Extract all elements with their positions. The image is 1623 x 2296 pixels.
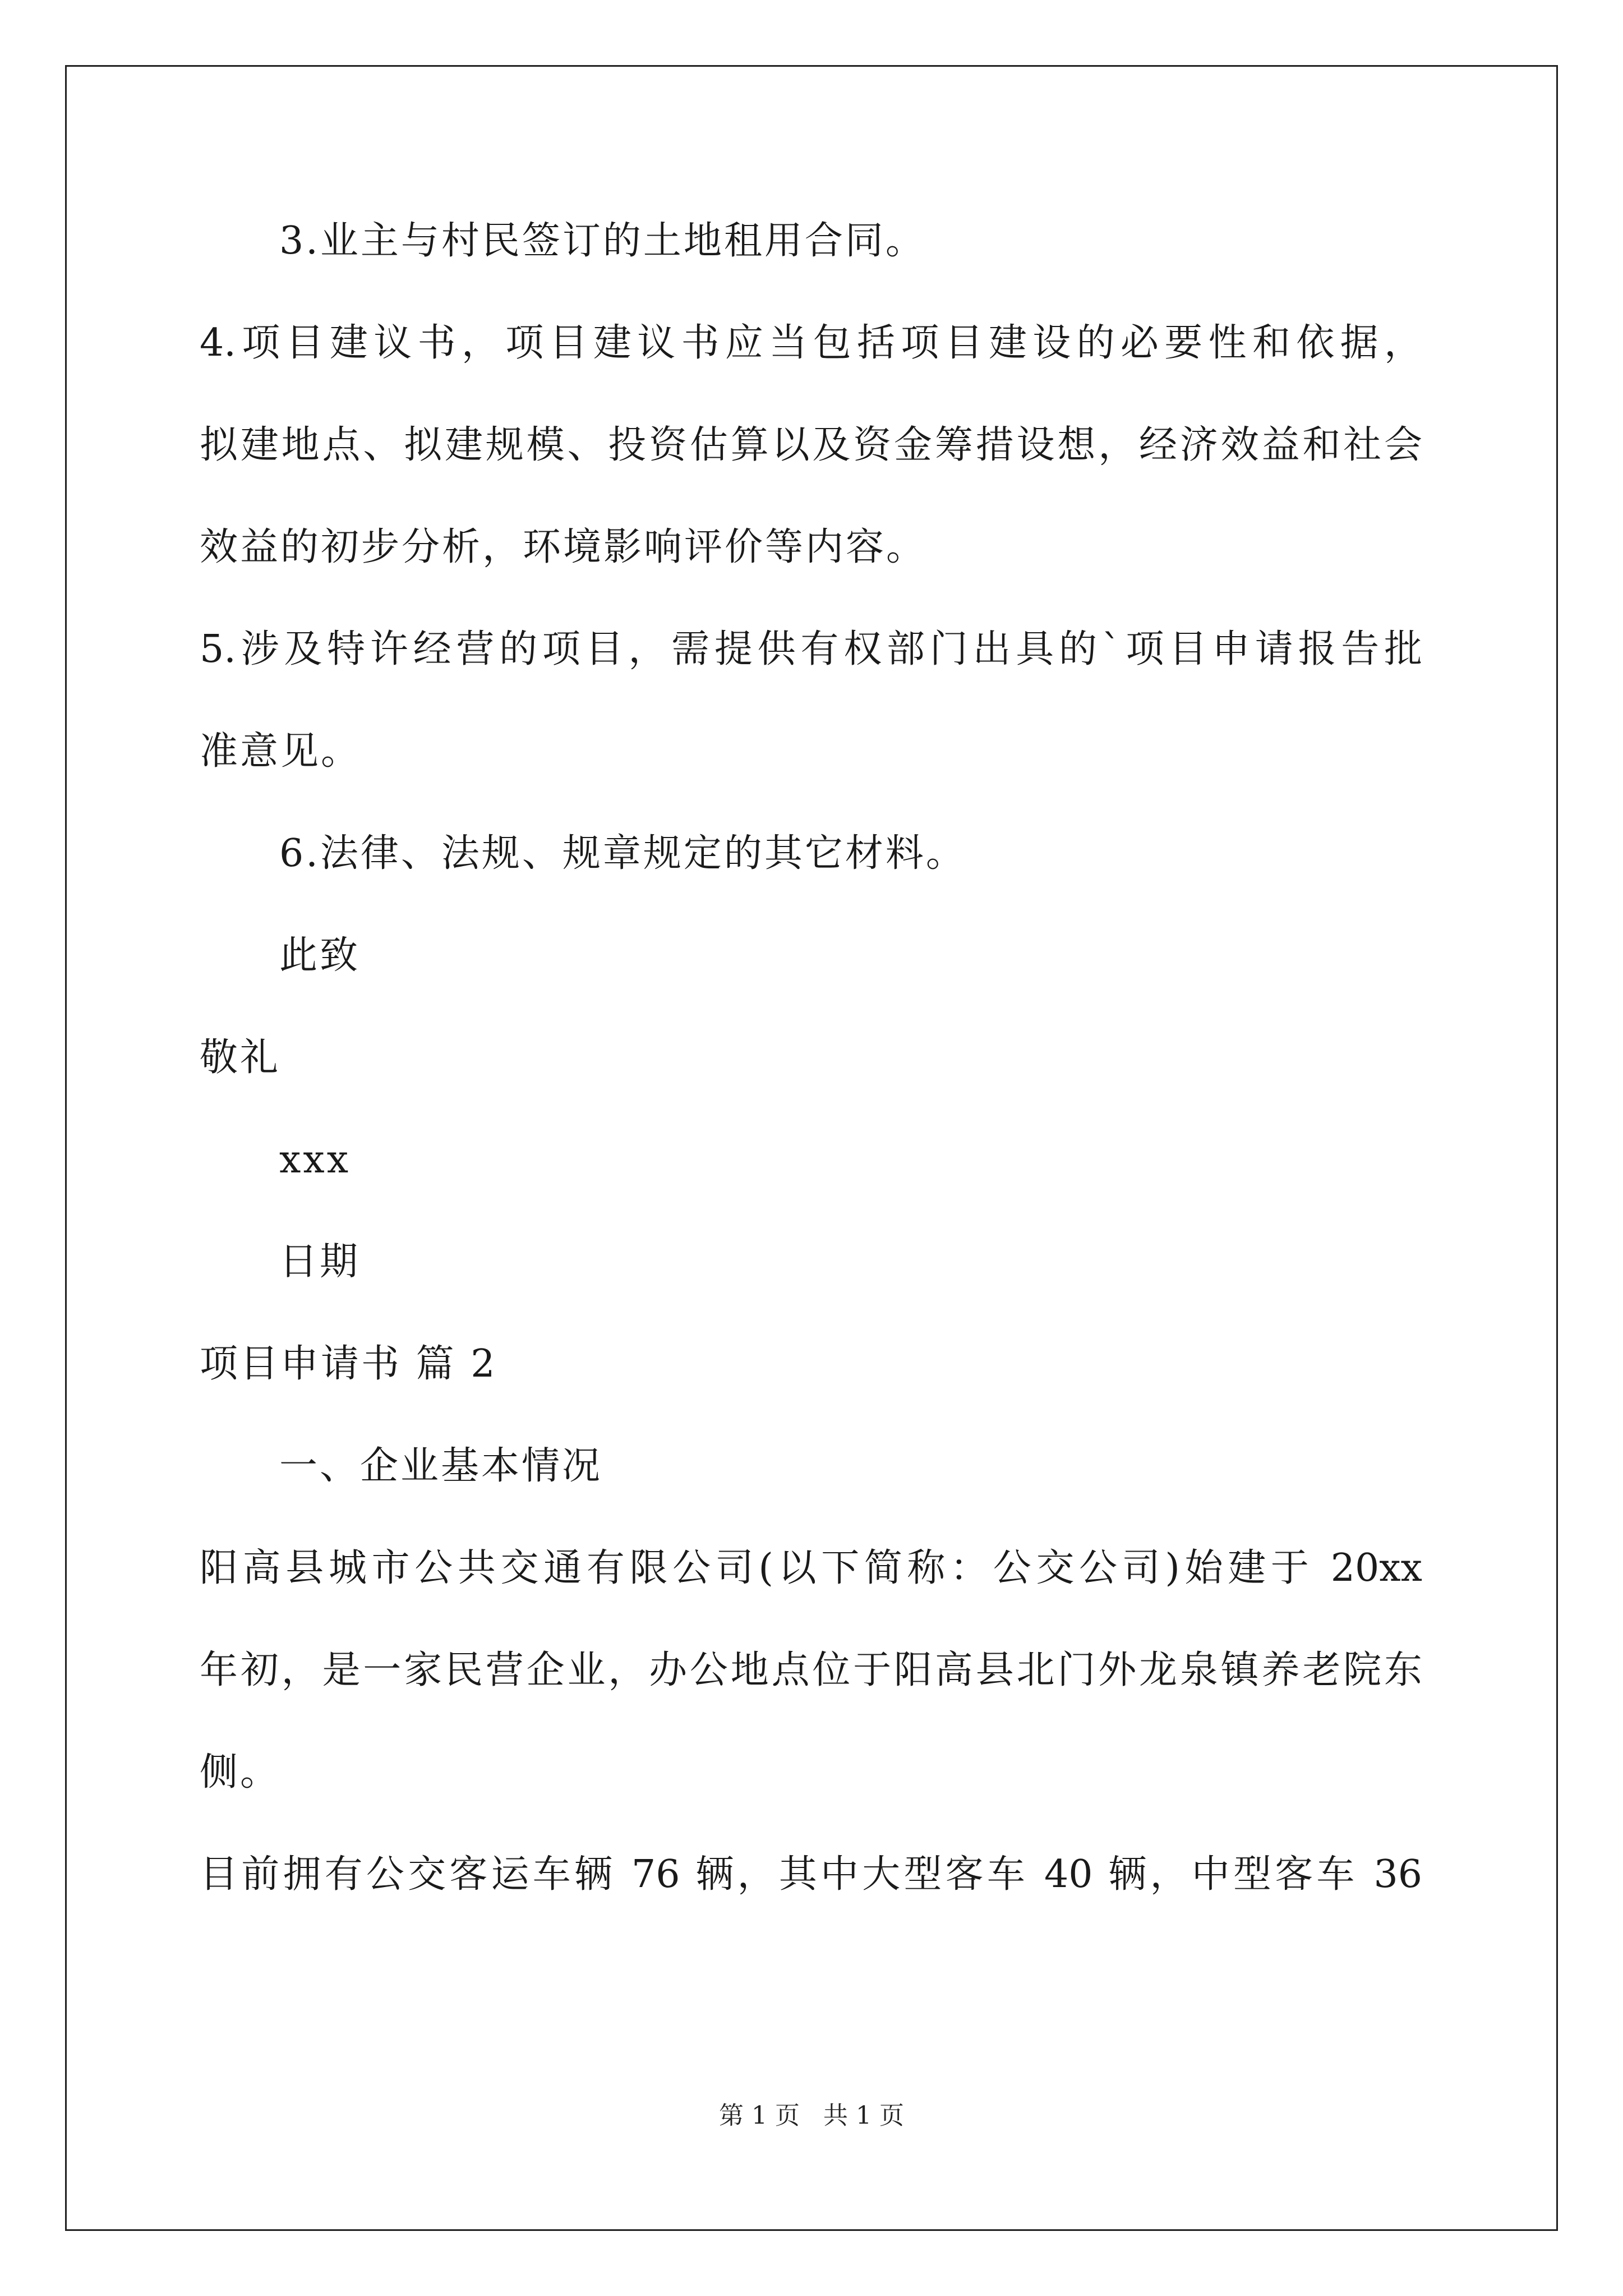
closing-jingli: 敬礼 [200,1036,281,1080]
page-number-current: 第 1 页 [719,2101,800,2130]
page-number-total: 共 1 页 [823,2101,904,2130]
company-paragraph-line-2: 年初，是一家民营企业，办公地点位于阳高县北门外龙泉镇养老院东 [200,1648,1422,1692]
page-footer [0,2099,1623,2133]
paragraph-4-line-2: 拟建地点、拟建规模、投资估算以及资金筹措设想，经济效益和社会 [200,423,1422,467]
paragraph-4-line-3: 效益的初步分析，环境影响评价等内容。 [200,525,927,569]
paragraph-4-line-1: 4.项目建议书，项目建议书应当包括项目建设的必要性和依据， [200,321,1422,365]
paragraph-3: 3.业主与村民签订的土地租用合同。 [279,219,926,263]
paragraph-5-line-2: 准意见。 [200,729,362,774]
paragraph-5-line-1: 5.涉及特许经营的项目，需提供有权部门出具的`项目申请报告批 [200,627,1422,671]
closing-cizhi: 此致 [279,933,361,978]
fleet-paragraph-line-1: 目前拥有公交客运车辆 76 辆，其中大型客车 40 辆，中型客车 36 [200,1852,1422,1897]
signature-name: xxx [279,1138,351,1182]
paragraph-6: 6.法律、法规、规章规定的其它材料。 [279,831,966,876]
company-paragraph-line-1: 阳高县城市公共交通有限公司(以下简称：公交公司)始建于 20xx [200,1546,1422,1590]
company-paragraph-line-3: 侧。 [200,1750,281,1795]
section-title: 项目申请书 篇 2 [200,1342,497,1386]
section-heading-1: 一、企业基本情况 [279,1444,603,1488]
signature-date: 日期 [279,1240,361,1284]
